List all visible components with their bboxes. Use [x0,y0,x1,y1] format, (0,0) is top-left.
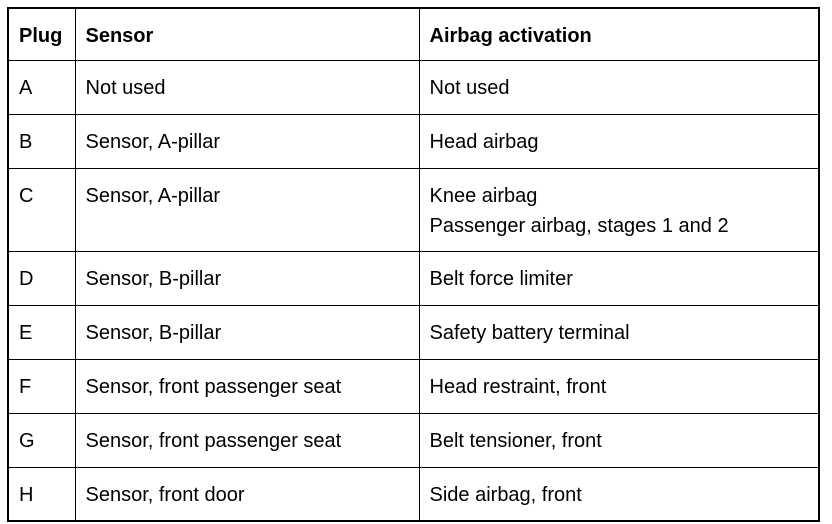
activation-line: Side airbag, front [429,483,582,506]
table-row [8,359,819,413]
table-row [8,168,819,251]
activation-line: Belt tensioner, front [429,429,602,452]
activation-cell [419,359,819,413]
sensor-cell: Sensor, B-pillar [75,251,419,305]
header-row [8,8,819,60]
sensor-cell: Sensor, A-pillar [75,114,419,168]
header-airbag-activation: Airbag activation [419,8,819,60]
plug-cell: C [8,168,75,251]
plug-cell: G [8,413,75,467]
plug-sensor-table [7,7,820,522]
table-row [8,60,819,114]
activation-cell [419,168,819,251]
sensor-cell: Sensor, front passenger seat [75,359,419,413]
sensor-cell: Sensor, front passenger seat [75,413,419,467]
activation-line: Safety battery terminal [429,321,630,344]
plug-cell: F [8,359,75,413]
activation-line: Knee airbag [429,184,538,207]
table-row [8,251,819,305]
activation-cell [419,467,819,521]
table-row [8,413,819,467]
activation-cell [419,413,819,467]
header-sensor: Sensor [75,8,419,60]
table-row [8,114,819,168]
plug-cell: H [8,467,75,521]
activation-cell [419,60,819,114]
activation-line: Not used [429,76,510,99]
sensor-cell: Sensor, B-pillar [75,305,419,359]
activation-line: Head airbag [429,130,539,153]
header-plug: Plug [8,8,75,60]
activation-cell [419,305,819,359]
sensor-cell: Not used [75,60,419,114]
sensor-cell: Sensor, A-pillar [75,168,419,251]
plug-cell: A [8,60,75,114]
plug-cell: B [8,114,75,168]
plug-cell: D [8,251,75,305]
activation-line: Head restraint, front [429,375,607,398]
sensor-cell: Sensor, front door [75,467,419,521]
table-row [8,467,819,521]
table-row [8,305,819,359]
plug-cell: E [8,305,75,359]
activation-line: Passenger airbag, stages 1 and 2 [429,214,729,237]
activation-line: Belt force limiter [429,267,573,290]
activation-cell [419,114,819,168]
activation-cell [419,251,819,305]
